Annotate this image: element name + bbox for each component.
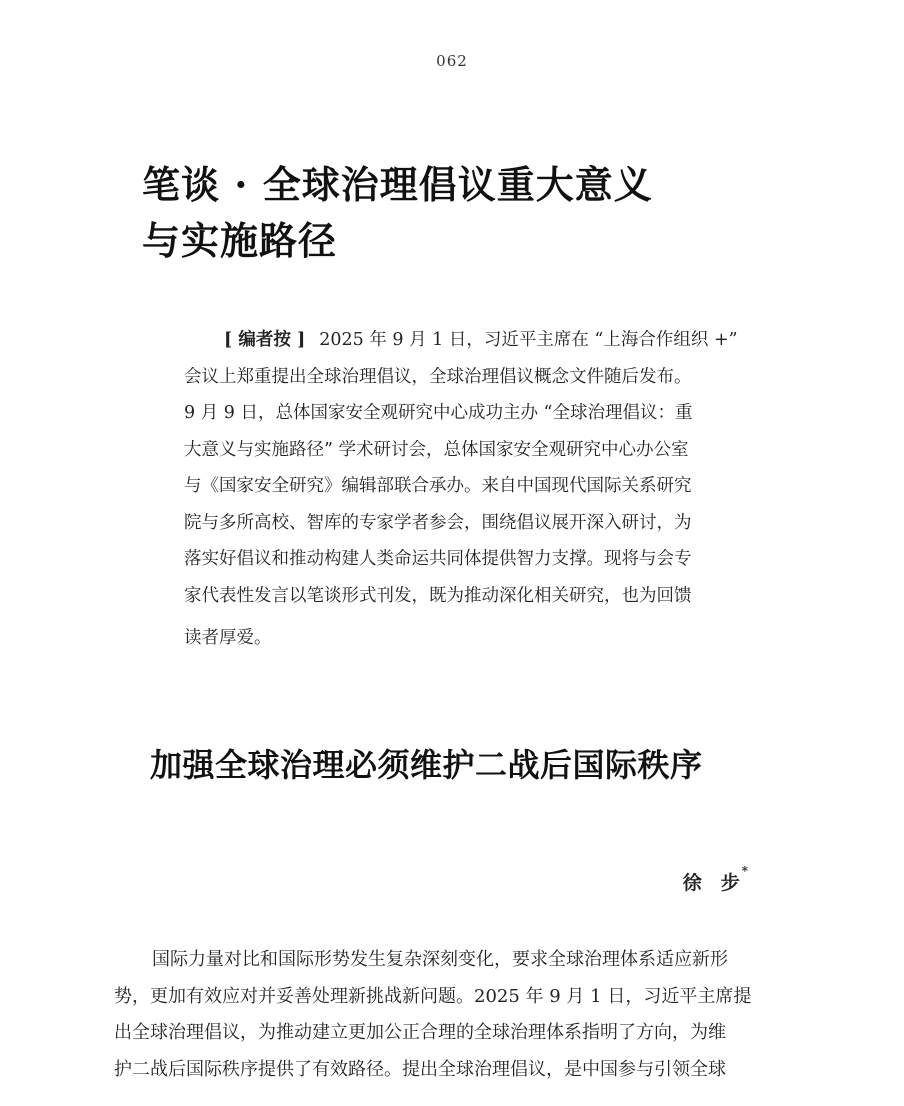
editor-note-line: 大意义与实施路径” 学术研讨会，总体国家安全观研究中心办公室 bbox=[184, 439, 689, 460]
author-name: 徐 步 bbox=[682, 872, 740, 894]
section-title-line-1: 笔谈 · 全球治理倡议重大意义 bbox=[142, 162, 653, 207]
body-line: 势，更加有效应对并妥善处理新挑战新问题。2025 年 9 月 1 日，习近平主席提 bbox=[114, 985, 752, 1007]
section-title-line-2: 与实施路径 bbox=[142, 218, 338, 263]
editor-note-line bbox=[184, 322, 754, 359]
editor-note-line: 会议上郑重提出全球治理倡议，全球治理倡议概念文件随后发布。 bbox=[184, 366, 692, 387]
article-body bbox=[114, 942, 794, 1088]
editor-note bbox=[184, 322, 754, 657]
body-line: 出全球治理倡议，为推动建立更加公正合理的全球治理体系指明了方向，为维 bbox=[114, 1022, 726, 1043]
author-footnote-mark: * bbox=[741, 864, 748, 878]
editor-note-line: 家代表性发言以笔谈形式刊发，既为推动深化相关研究，也为回馈 bbox=[184, 585, 692, 606]
page-number: 062 bbox=[436, 52, 468, 70]
article-title: 加强全球治理必须维护二战后国际秩序 bbox=[150, 746, 703, 784]
author-byline bbox=[682, 864, 748, 895]
body-line: 护二战后国际秩序提供了有效路径。提出全球治理倡议，是中国参与引领全球 bbox=[114, 1058, 726, 1080]
editor-note-line: 落实好倡议和推动构建人类命运共同体提供智力支撑。现将与会专 bbox=[184, 549, 692, 569]
section-title bbox=[142, 157, 782, 269]
editor-note-tag: [ 编者按 ] bbox=[224, 330, 306, 350]
body-line: 国际力量对比和国际形势发生复杂深刻变化，要求全球治理体系适应新形 bbox=[152, 949, 728, 970]
editor-note-text: 2025 年 9 月 1 日，习近平主席在 “上海合作组织 +” bbox=[319, 330, 738, 350]
editor-note-line: 院与多所高校、智库的专家学者参会，围绕倡议展开深入研讨，为 bbox=[184, 512, 692, 533]
editor-note-line: 与《国家安全研究》编辑部联合承办。来自中国现代国际关系研究 bbox=[184, 476, 692, 496]
editor-note-line: 9 月 9 日，总体国家安全观研究中心成功主办 “全球治理倡议：重 bbox=[184, 403, 693, 423]
editor-note-line: 读者厚爱。 bbox=[184, 628, 272, 648]
